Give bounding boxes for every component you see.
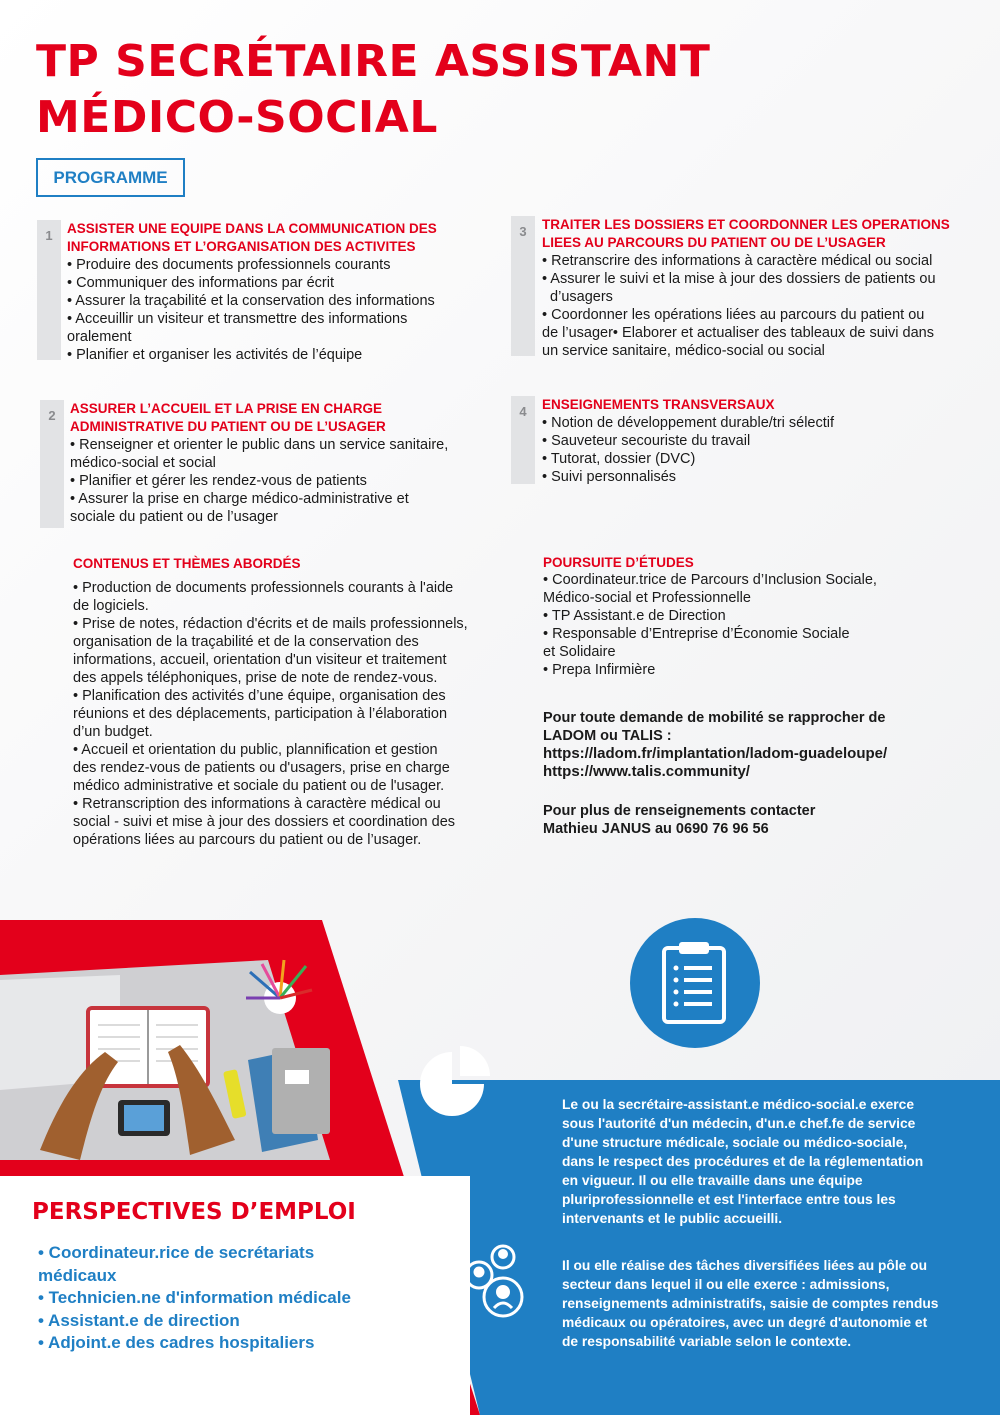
mobilite-line: LADOM ou TALIS : xyxy=(543,728,672,744)
text-line: • Retranscription des informations à caractère médical ou xyxy=(73,796,441,812)
mobilite-line: Pour toute demande de mobilité se rapprocher de xyxy=(543,710,886,726)
module-4 xyxy=(511,396,961,484)
description-para-1 xyxy=(562,1095,982,1228)
text-line: d’un budget. xyxy=(73,724,153,740)
poursuite-title: POURSUITE D’ÉTUDES xyxy=(543,555,694,570)
list-item: • Assurer la prise en charge médico-administrative et xyxy=(70,491,409,507)
list-item: • Planifier et organiser les activités de l’équipe xyxy=(67,347,363,363)
text-line: des appels téléphoniques, prise de note de rendez-vous. xyxy=(73,670,438,686)
text-line: • Production de documents professionnels courants à l'aide xyxy=(73,580,454,596)
list-item: • Suivi personnalisés xyxy=(542,469,677,485)
ladom-link[interactable]: https://ladom.fr/implantation/ladom-guadeloupe/ xyxy=(543,745,888,762)
text-line: renseignements administratifs, saisie de comptes rendus xyxy=(562,1296,939,1311)
module-number: 2 xyxy=(40,400,64,528)
text-line: informations, accueil, orientation d'un visiteur et traitement xyxy=(73,652,447,668)
text-line: • Prise de notes, rédaction d'écrits et de mails professionnels, xyxy=(73,616,468,632)
list-item: • Prepa Infirmière xyxy=(543,662,656,678)
text-line: des rendez-vous de patients ou d'usagers, prise en charge xyxy=(73,760,450,776)
text-line: dans le respect des procédures et de la réglementation xyxy=(562,1154,924,1169)
list-item: oralement xyxy=(67,329,132,345)
text-line: • Accueil et orientation du public, plannification et gestion xyxy=(73,742,438,758)
module-title-line: ADMINISTRATIVE DU PATIENT OU DE L’USAGER xyxy=(70,419,386,434)
module-number: 3 xyxy=(511,216,535,356)
module-title-line: LIEES AU PARCOURS DU PATIENT OU DE L’USAGER xyxy=(542,235,886,250)
contact-line: Pour plus de renseignements contacter xyxy=(543,803,816,819)
list-item: • TP Assistant.e de Direction xyxy=(543,608,726,624)
text-line: pluriprofessionnelle et est l'interface entre tous les xyxy=(562,1192,896,1207)
description-para-2 xyxy=(562,1256,982,1351)
module-title xyxy=(542,216,981,252)
text-line: secteur dans lequel il ou elle exerce : admissions, xyxy=(562,1277,890,1292)
list-item: • Coordinateur.rice de secrétariats xyxy=(38,1243,315,1262)
mobilite-block xyxy=(543,709,963,781)
talis-link[interactable]: https://www.talis.community/ xyxy=(543,763,750,780)
programme-label: PROGRAMME xyxy=(36,158,185,197)
perspectives-title: PERSPECTIVES D’EMPLOI xyxy=(32,1199,356,1225)
text-line: • Planification des activités d’une équipe, organisation des xyxy=(73,688,446,704)
list-item: • Renseigner et orienter le public dans un service sanitaire, xyxy=(70,437,449,453)
text-line: de logiciels. xyxy=(73,598,149,614)
module-number: 4 xyxy=(511,396,535,484)
list-item: • Coordinateur.trice de Parcours d’Inclusion Sociale, xyxy=(543,572,877,588)
text-line: médicaux ou opératoires, avec un degré d'autonomie et xyxy=(562,1315,928,1330)
title-line-2: MÉDICO-SOCIAL xyxy=(36,92,438,143)
text-line: intervenants et le public accueilli. xyxy=(562,1211,783,1226)
text-line: organisation de la traçabilité et de la conservation des xyxy=(73,634,419,650)
module-title xyxy=(67,220,487,256)
list-item: • Notion de développement durable/tri sélectif xyxy=(542,415,835,431)
list-item: médicaux xyxy=(38,1265,117,1285)
module-number: 1 xyxy=(37,220,61,360)
list-item: • Tutorat, dossier (DVC) xyxy=(542,451,696,467)
page-title xyxy=(36,34,936,146)
text-line: sous l'autorité d'un médecin, d'un.e chef.fe de service xyxy=(562,1116,916,1131)
list-item: • Communiquer des informations par écrit xyxy=(67,275,334,291)
text-line: Il ou elle réalise des tâches diversifiées liées au pôle ou xyxy=(562,1258,928,1273)
module-title-line: ASSISTER UNE EQUIPE DANS LA COMMUNICATION DES xyxy=(67,221,437,236)
list-item: • Assistant.e de direction xyxy=(38,1310,240,1330)
list-item: d’usagers xyxy=(542,289,613,305)
contact-block xyxy=(543,802,963,838)
list-item: • Retranscrire des informations à caractère médical ou social xyxy=(542,253,933,269)
text-line: en vigueur. Il ou elle travaille dans une équipe xyxy=(562,1173,863,1188)
text-line: de responsabilité variable selon le contexte. xyxy=(562,1334,852,1349)
module-2 xyxy=(40,400,490,528)
list-item: • Coordonner les opérations liées au parcours du patient ou xyxy=(542,307,925,323)
text-line: d'une structure médicale, sociale ou médico-sociale, xyxy=(562,1135,908,1150)
text-line: Le ou la secrétaire-assistant.e médico-social.e exerce xyxy=(562,1097,915,1112)
title-line-1: TP SECRÉTAIRE ASSISTANT xyxy=(36,36,711,87)
module-items xyxy=(542,414,961,486)
list-item: • Sauveteur secouriste du travail xyxy=(542,433,751,449)
contact-line: Mathieu JANUS au 0690 76 96 56 xyxy=(543,821,769,837)
list-item: de l’usager• Elaborer et actualiser des tableaux de suivi dans xyxy=(542,325,934,341)
list-item: • Planifier et gérer les rendez-vous de patients xyxy=(70,473,367,489)
module-title xyxy=(70,400,490,436)
clipboard-icon xyxy=(630,918,760,1048)
list-item: Médico-social et Professionnelle xyxy=(543,590,751,606)
module-items xyxy=(542,252,981,360)
list-item: • Assurer le suivi et la mise à jour des dossiers de patients ou xyxy=(542,271,936,287)
module-1 xyxy=(37,220,487,363)
module-title-line: TRAITER LES DOSSIERS ET COORDONNER LES OPERATIONS xyxy=(542,217,950,232)
module-title-line: INFORMATIONS ET L’ORGANISATION DES ACTIVITES xyxy=(67,239,416,254)
module-items xyxy=(70,436,490,526)
module-title xyxy=(542,396,961,414)
module-3 xyxy=(511,216,981,359)
poursuite-list xyxy=(543,571,963,679)
text-line: opérations liées au parcours du patient ou de l’usager. xyxy=(73,832,422,848)
list-item: • Assurer la traçabilité et la conservation des informations xyxy=(67,293,435,309)
list-item: • Produire des documents professionnels courants xyxy=(67,257,391,273)
text-line: réunions et des déplacements, participation à l’élaboration xyxy=(73,706,448,722)
list-item: • Responsable d’Entreprise d’Économie Sociale xyxy=(543,626,850,642)
contenus-title: CONTENUS ET THÈMES ABORDÉS xyxy=(73,556,301,571)
list-item: • Adjoint.e des cadres hospitaliers xyxy=(38,1333,315,1352)
list-item: • Technicien.ne d'information médicale xyxy=(38,1288,351,1307)
list-item: et Solidaire xyxy=(543,644,616,660)
text-line: médico administrative et sociale du patient ou de l'usager. xyxy=(73,778,445,794)
module-title-line: ENSEIGNEMENTS TRANSVERSAUX xyxy=(542,397,775,412)
list-item: un service sanitaire, médico-social ou social xyxy=(542,343,825,359)
list-item: médico-social et social xyxy=(70,455,216,471)
contenus-text xyxy=(73,579,513,849)
list-item: • Acceuillir un visiteur et transmettre des informations xyxy=(67,311,408,327)
perspectives-list xyxy=(38,1242,418,1355)
text-line: social - suivi et mise à jour des dossiers et coordination des xyxy=(73,814,456,830)
module-items xyxy=(67,256,487,364)
list-item: sociale du patient ou de l’usager xyxy=(70,509,278,525)
module-title-line: ASSURER L’ACCUEIL ET LA PRISE EN CHARGE xyxy=(70,401,383,416)
